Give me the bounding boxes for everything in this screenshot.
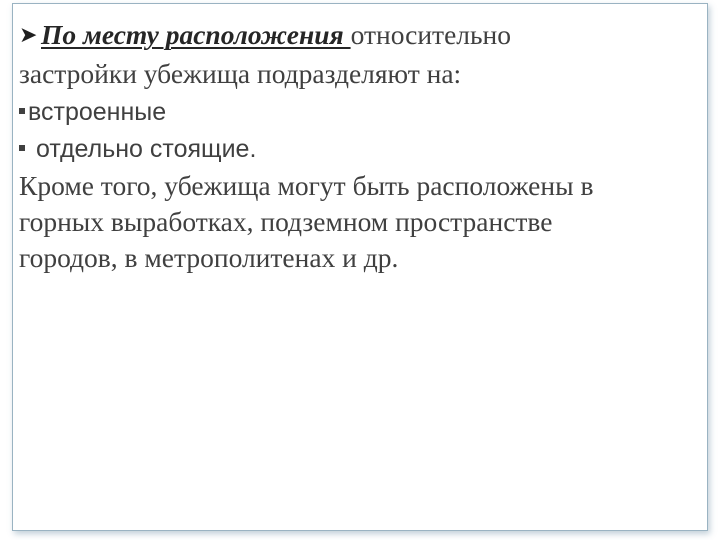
intro-line: застройки убежища подразделяют на: [19,58,462,90]
slide-text [19,17,703,277]
list-item-label: встроенные [28,97,167,126]
heading-rest: относительно [350,19,512,50]
heading-emphasis: По месту расположения [41,19,351,50]
paragraph-line: горных выработках, подземном пространстве [19,206,553,238]
arrow-bullet-icon: ➤ [19,23,38,48]
heading-line [19,17,703,56]
square-bullet-icon [19,108,25,114]
paragraph-line: Кроме того, убежища могут быть расположены в [19,169,594,201]
slide-frame [12,3,708,531]
list-item-label: отдельно стоящие. [36,135,257,164]
list-item [19,130,703,167]
paragraph-line: городов, в метрополитенах и др. [19,242,399,274]
list-item [19,93,703,130]
square-bullet-icon [19,145,25,151]
